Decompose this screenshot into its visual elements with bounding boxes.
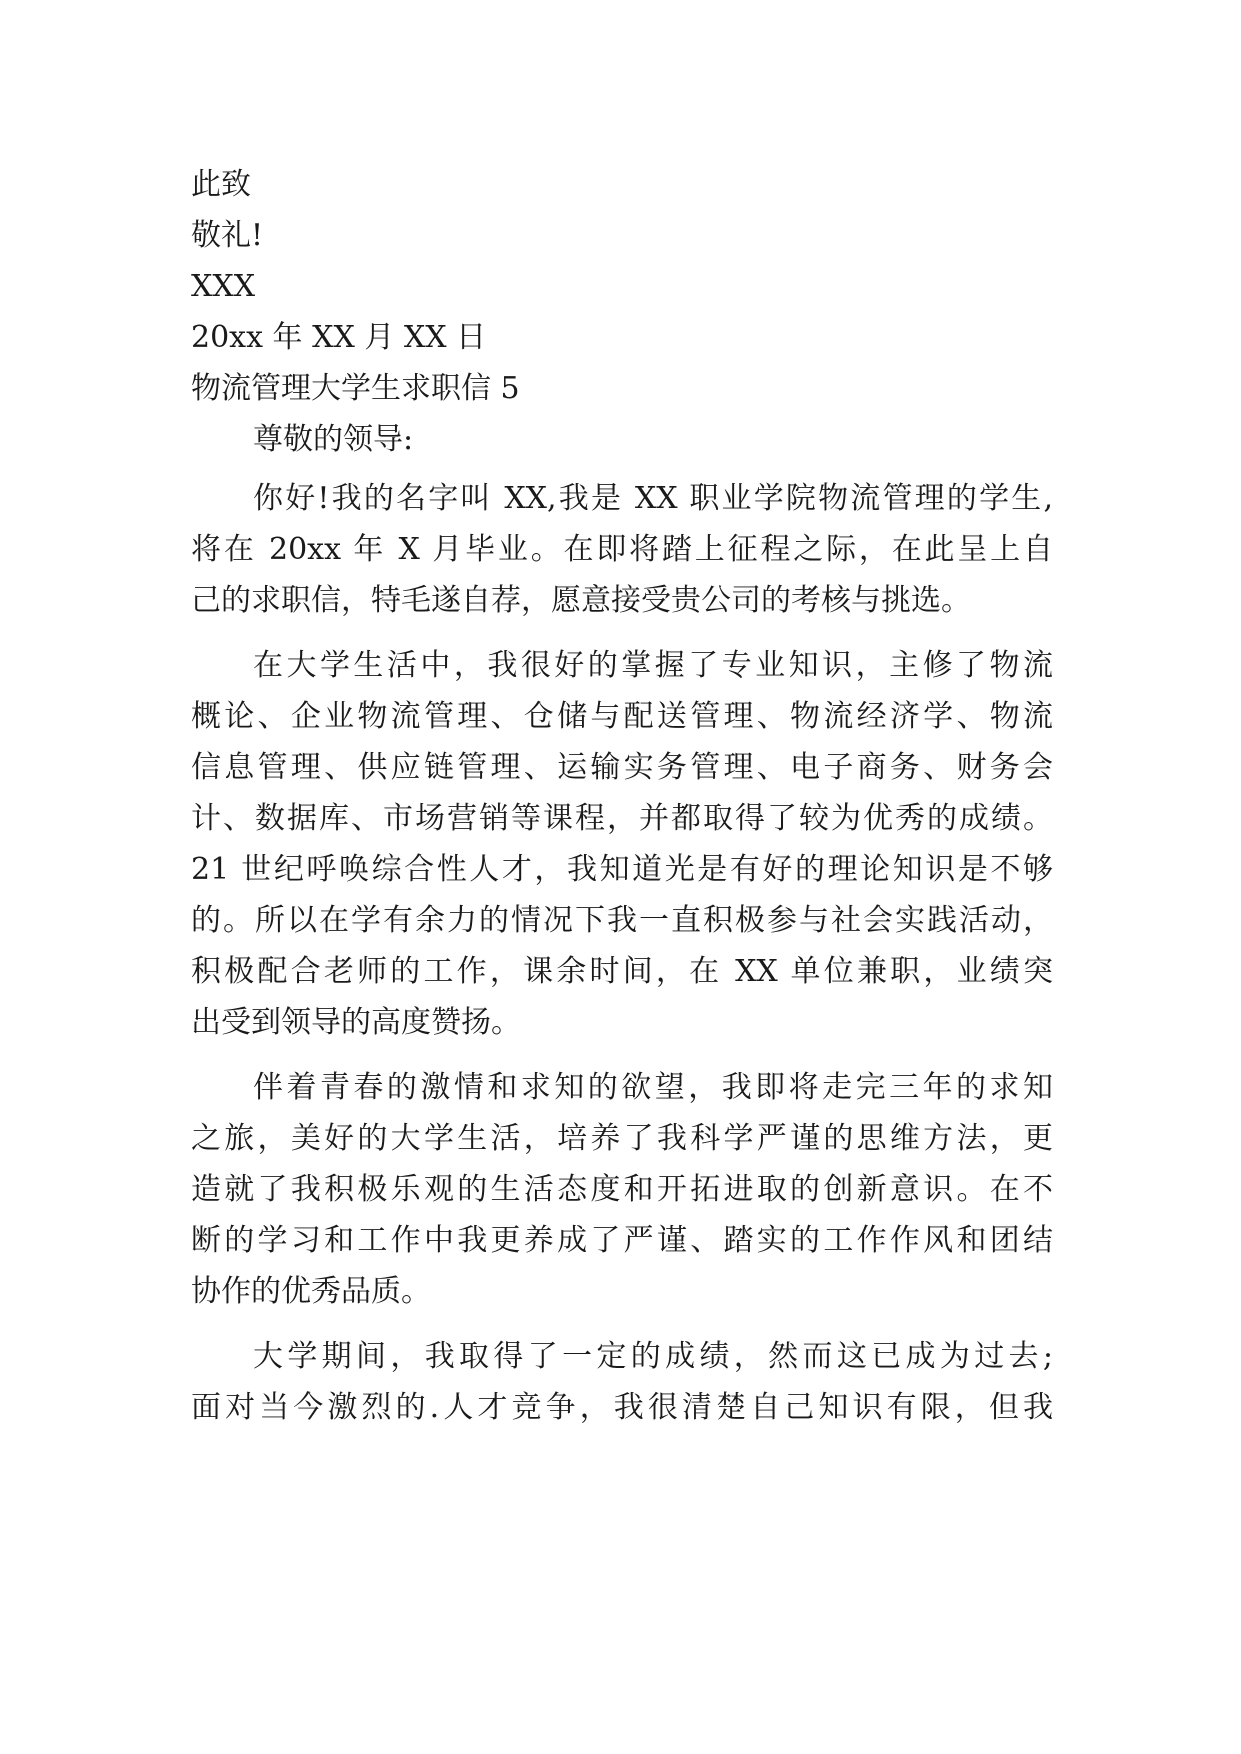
paragraph-line: 伴着青春的激情和求知的欲望，我即将走完三年的求知 — [253, 1070, 1053, 1105]
paragraph-line: 断的学习和工作中我更养成了严谨、踏实的工作作风和团结 — [191, 1223, 1053, 1258]
paragraph-line: 你好!我的名字叫 XX,我是 XX 职业学院物流管理的学生, — [253, 481, 1053, 516]
signature-date: 20xx 年 XX 月 XX 日 — [191, 320, 487, 355]
paragraph-line: 造就了我积极乐观的生活态度和开拓进取的创新意识。在不 — [191, 1172, 1053, 1207]
closing-line-1: 此致 — [191, 167, 251, 202]
paragraph-line: 信息管理、供应链管理、运输实务管理、电子商务、财务会 — [191, 750, 1053, 785]
paragraph-line: 己的求职信，特毛遂自荐，愿意接受贵公司的考核与挑选。 — [191, 583, 971, 618]
paragraph-line: 出受到领导的高度赞扬。 — [191, 1005, 521, 1040]
paragraph-line: 将在 20xx 年 X 月毕业。在即将踏上征程之际，在此呈上自 — [191, 532, 1053, 567]
letter-salutation: 尊敬的领导: — [253, 422, 414, 457]
document-body — [191, 159, 1053, 1433]
paragraph-line: 积极配合老师的工作，课余时间，在 XX 单位兼职，业绩突 — [191, 954, 1053, 989]
paragraph-line: 协作的优秀品质。 — [191, 1274, 431, 1309]
paragraph-4 — [191, 1331, 1053, 1433]
paragraph-2 — [191, 640, 1053, 1048]
paragraph-line: 在大学生活中，我很好的掌握了专业知识，主修了物流 — [253, 648, 1053, 683]
paragraph-1 — [191, 473, 1053, 626]
letter-title: 物流管理大学生求职信 5 — [191, 371, 520, 406]
closing-line-2: 敬礼! — [191, 218, 264, 253]
signature-name: XXX — [191, 269, 256, 304]
paragraph-line: 之旅，美好的大学生活，培养了我科学严谨的思维方法，更 — [191, 1121, 1053, 1156]
paragraph-line: 面对当今激烈的.人才竞争，我很清楚自己知识有限，但我 — [191, 1390, 1053, 1425]
paragraph-3 — [191, 1062, 1053, 1317]
paragraph-line: 计、数据库、市场营销等课程，并都取得了较为优秀的成绩。 — [191, 801, 1053, 836]
paragraph-line: 概论、企业物流管理、仓储与配送管理、物流经济学、物流 — [191, 699, 1053, 734]
paragraph-line: 大学期间，我取得了一定的成绩，然而这已成为过去; — [253, 1339, 1053, 1374]
paragraph-line: 21 世纪呼唤综合性人才，我知道光是有好的理论知识是不够 — [191, 852, 1053, 887]
paragraph-line: 的。所以在学有余力的情况下我一直积极参与社会实践活动， — [191, 903, 1053, 938]
